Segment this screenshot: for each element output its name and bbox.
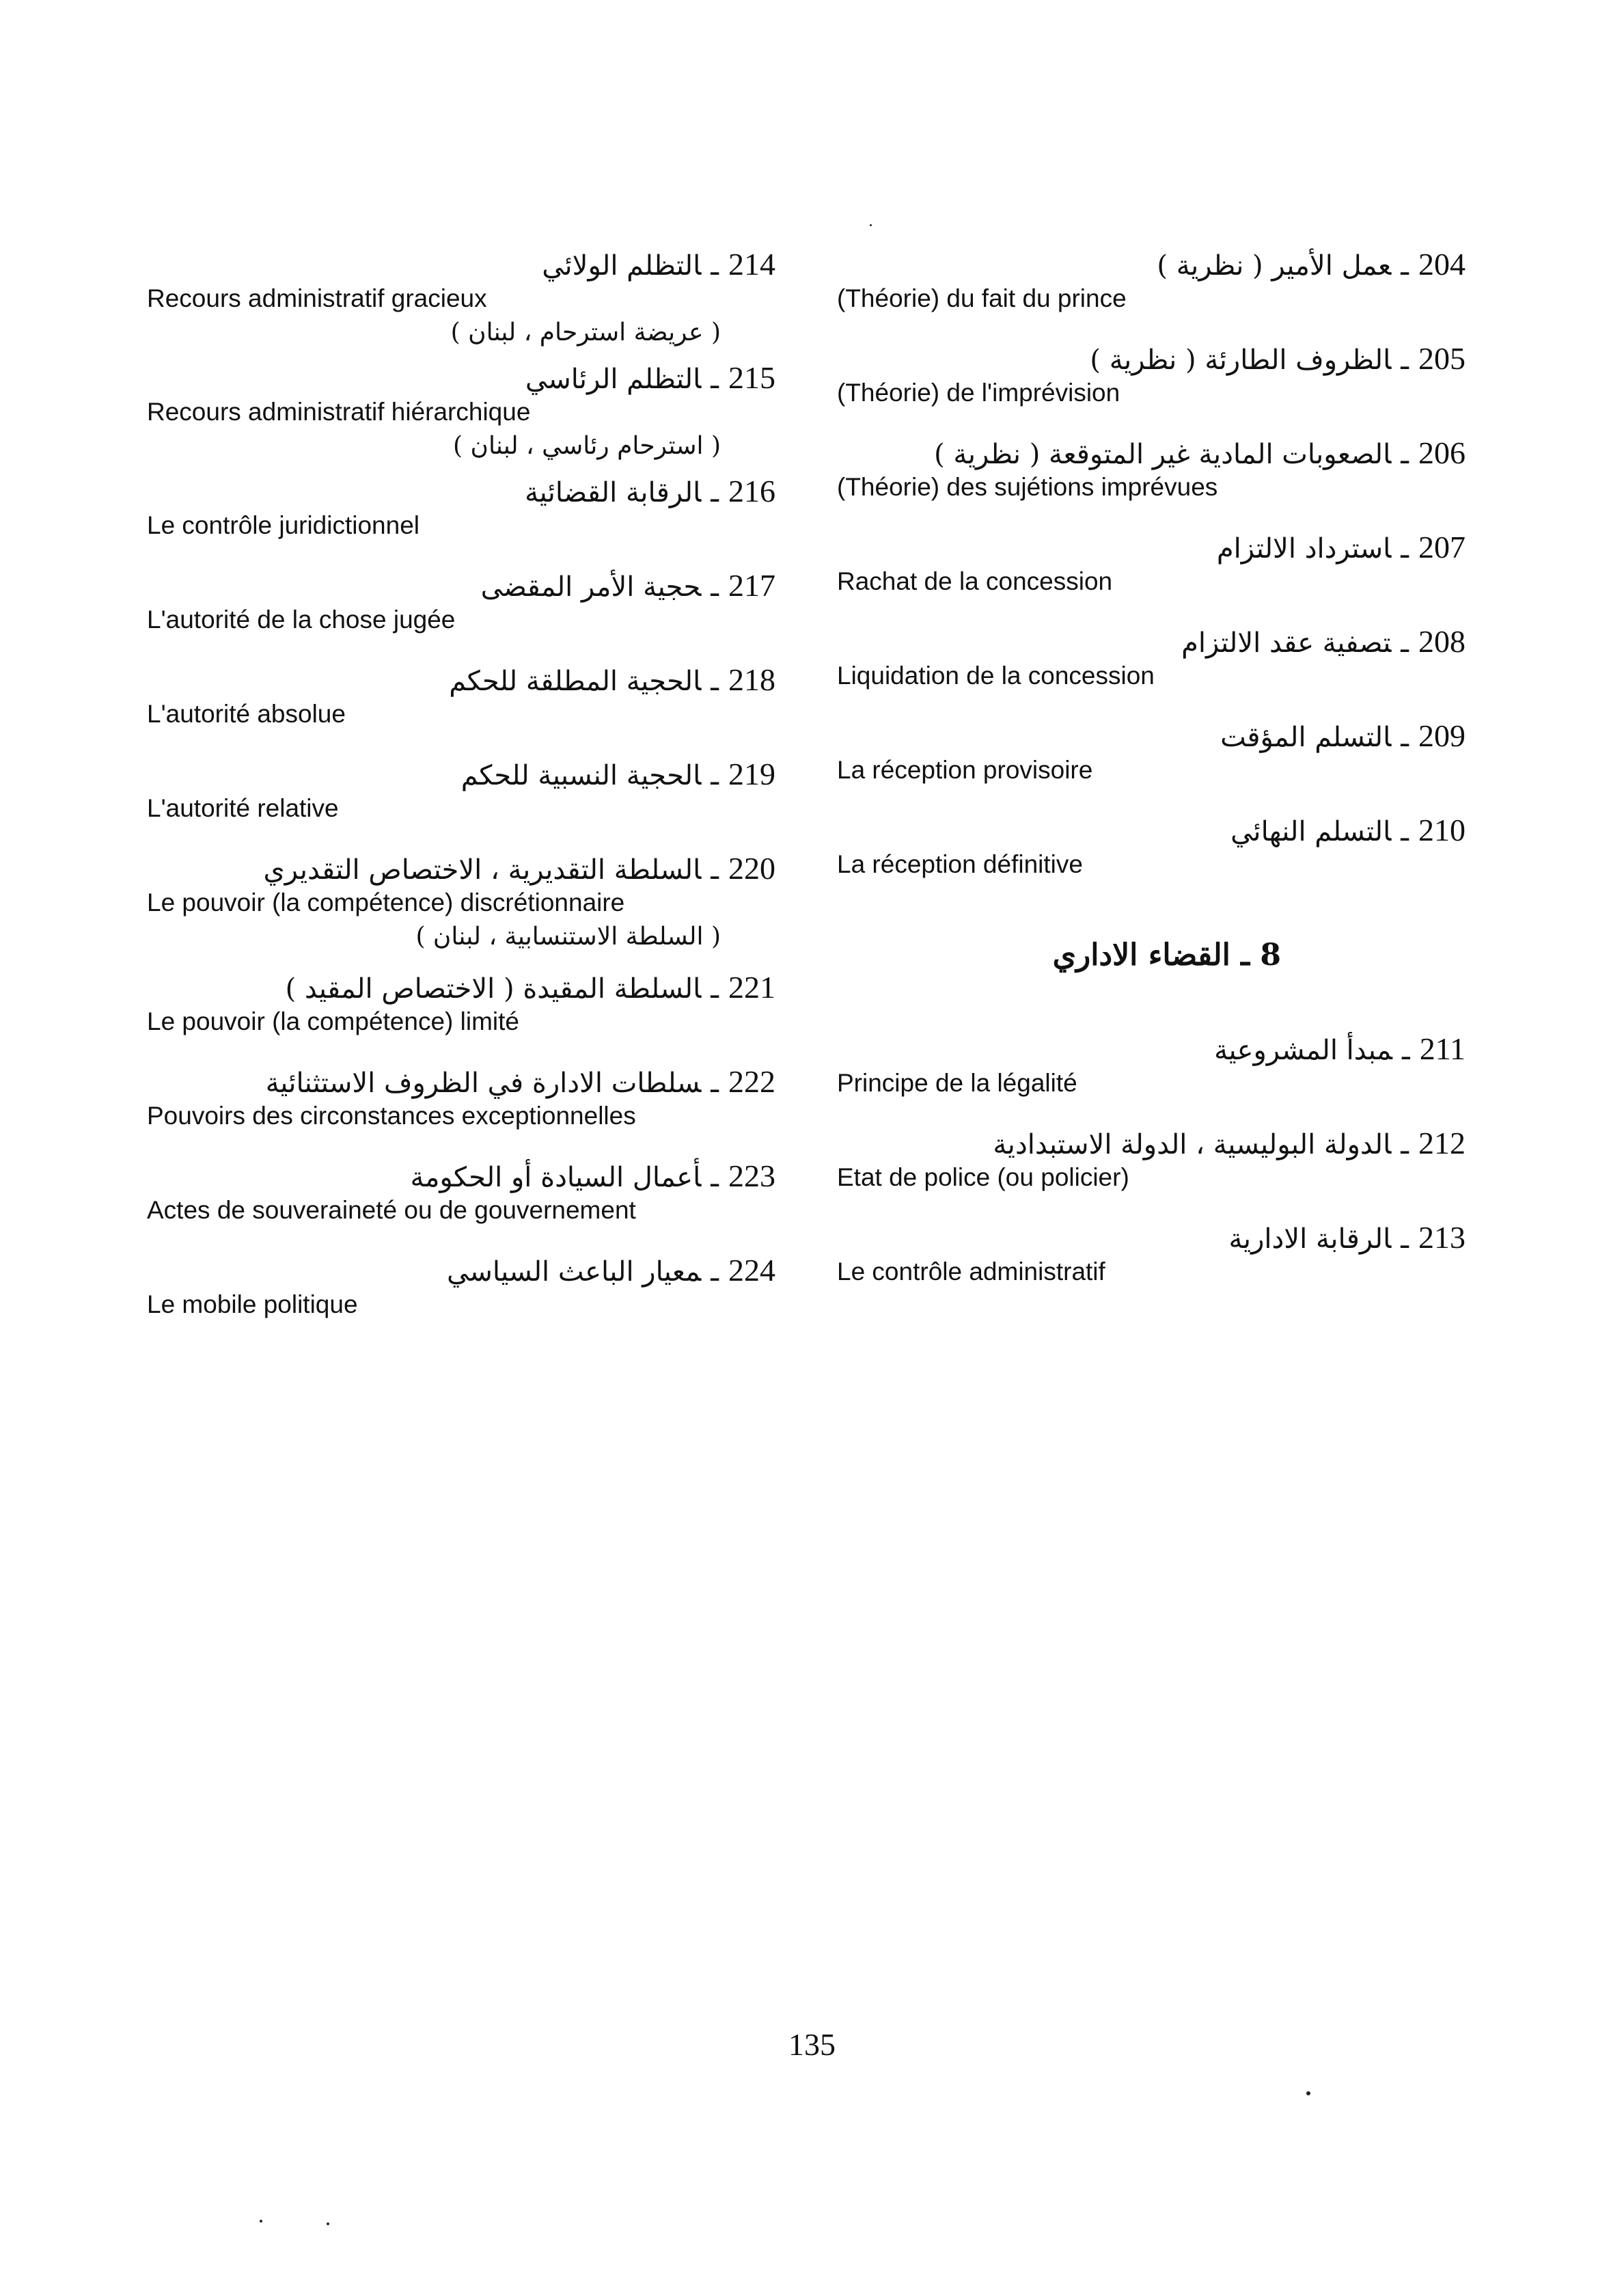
arabic-term: 217ـحجية الأمر المقضى — [480, 568, 775, 603]
entry-number: 219 — [728, 757, 775, 791]
entry-number: 208 — [1418, 624, 1465, 659]
arabic-text: التظلم الولائي — [542, 250, 702, 282]
entry-206 — [837, 435, 1465, 503]
arabic-term: 222ـسلطات الادارة في الظروف الاستثنائية — [265, 1064, 775, 1099]
arabic-text: الرقابة القضائية — [525, 477, 702, 508]
french-term: L'autorité relative — [147, 794, 339, 822]
french-term: (Théorie) du fait du prince — [837, 284, 1127, 312]
french-term: Etat de police (ou policier) — [837, 1163, 1129, 1191]
entry-number: 220 — [728, 851, 775, 886]
entry-218 — [147, 662, 775, 730]
entry-number: 224 — [728, 1253, 775, 1288]
entry-216 — [147, 473, 775, 541]
scan-speck — [327, 2222, 329, 2225]
entry-number: 205 — [1418, 341, 1465, 376]
french-term: L'autorité absolue — [147, 700, 346, 728]
french-term: Le mobile politique — [147, 1290, 358, 1318]
arabic-term: 210ـالتسلم النهائي — [1230, 813, 1465, 847]
arabic-note: ( استرحام رئاسي ، لبنان ) — [453, 432, 721, 460]
arabic-term: 211ـمبدأ المشروعية — [1214, 1031, 1465, 1066]
french-term: La réception définitive — [837, 850, 1083, 878]
arabic-text: تصفية عقد الالتزام — [1181, 627, 1392, 659]
entry-214 — [147, 246, 775, 351]
entry-number: 209 — [1418, 718, 1465, 753]
arabic-text: استرداد الالتزام — [1216, 533, 1392, 565]
arabic-term: 218ـالحجية المطلقة للحكم — [449, 662, 775, 697]
entry-number: 217 — [728, 568, 775, 603]
entry-number: 206 — [1418, 435, 1465, 470]
french-term: La réception provisoire — [837, 756, 1093, 784]
arabic-note: ( السلطة الاستنسابية ، لبنان ) — [415, 923, 721, 951]
arabic-term: 205ـالظروف الطارئة ( نظرية ) — [1090, 341, 1465, 376]
entry-210 — [837, 812, 1465, 880]
entry-number: 212 — [1418, 1126, 1465, 1160]
arabic-text: سلطات الادارة في الظروف الاستثنائية — [265, 1068, 702, 1099]
entry-219 — [147, 756, 775, 824]
arabic-term: 215ـالتظلم الرئاسي — [525, 360, 775, 395]
entry-211 — [837, 1031, 1465, 1099]
entry-207 — [837, 529, 1465, 597]
entry-212 — [837, 1125, 1465, 1193]
arabic-text: مبدأ المشروعية — [1214, 1035, 1392, 1066]
entry-number: 214 — [728, 247, 775, 282]
french-term: Recours administratif hiérarchique — [147, 398, 531, 426]
french-term: Principe de la légalité — [837, 1069, 1077, 1097]
arabic-text: السلطة التقديرية ، الاختصاص التقديري — [263, 854, 702, 886]
arabic-text: أعمال السيادة أو الحكومة — [410, 1162, 702, 1193]
right-column — [837, 246, 1465, 1288]
entry-204 — [837, 246, 1465, 314]
entry-number: 221 — [728, 970, 775, 1005]
arabic-term: 214ـالتظلم الولائي — [542, 247, 775, 282]
french-term: Rachat de la concession — [837, 567, 1113, 595]
arabic-text: حجية الأمر المقضى — [480, 571, 702, 603]
arabic-term: 213ـالرقابة الادارية — [1228, 1220, 1465, 1255]
entry-number: 210 — [1418, 813, 1465, 847]
french-term: (Théorie) de l'imprévision — [837, 379, 1120, 407]
entry-220 — [147, 850, 775, 955]
entry-number: 223 — [728, 1158, 775, 1193]
arabic-text: الحجية المطلقة للحكم — [449, 666, 702, 697]
french-term: Le contrôle administratif — [837, 1257, 1105, 1286]
entry-215 — [147, 359, 775, 465]
page-number: 135 — [788, 2027, 836, 2062]
entry-213 — [837, 1219, 1465, 1288]
arabic-text: معيار الباعث السياسي — [447, 1256, 702, 1288]
arabic-text: التسلم المؤقت — [1220, 722, 1392, 753]
arabic-text: الصعوبات المادية غير المتوقعة ( نظرية ) — [934, 439, 1392, 470]
french-term: Pouvoirs des circonstances exceptionnelles — [147, 1102, 636, 1130]
entry-number: 207 — [1418, 530, 1465, 565]
entry-209 — [837, 718, 1465, 786]
arabic-text: الظروف الطارئة ( نظرية ) — [1090, 344, 1392, 376]
entry-number: 204 — [1418, 247, 1465, 282]
arabic-term: 223ـأعمال السيادة أو الحكومة — [410, 1158, 775, 1193]
entry-223 — [147, 1158, 775, 1226]
arabic-text: الحجية النسبية للحكم — [460, 760, 702, 791]
arabic-term: 207ـاسترداد الالتزام — [1216, 530, 1465, 565]
arabic-term: 206ـالصعوبات المادية غير المتوقعة ( نظرية ) — [934, 435, 1465, 470]
arabic-text: السلطة المقيدة ( الاختصاص المقيد ) — [285, 973, 702, 1005]
entry-222 — [147, 1063, 775, 1132]
scan-speck — [260, 2220, 262, 2222]
arabic-term: 212ـالدولة البوليسية ، الدولة الاستبدادية — [993, 1126, 1465, 1160]
entry-208 — [837, 623, 1465, 692]
french-term: Recours administratif gracieux — [147, 284, 487, 312]
entry-number: 211 — [1419, 1031, 1465, 1066]
entry-217 — [147, 567, 775, 636]
arabic-term: 216ـالرقابة القضائية — [525, 474, 775, 508]
arabic-text: التسلم النهائي — [1230, 816, 1392, 847]
arabic-term: 224ـمعيار الباعث السياسي — [447, 1253, 775, 1288]
arabic-term: 219ـالحجية النسبية للحكم — [460, 757, 775, 791]
arabic-note: ( عريضة استرحام ، لبنان ) — [450, 318, 721, 346]
arabic-text: عمل الأمير ( نظرية ) — [1157, 250, 1392, 282]
arabic-term: 220ـالسلطة التقديرية ، الاختصاص التقديري — [263, 851, 775, 886]
scan-speck — [870, 224, 872, 226]
entry-224 — [147, 1252, 775, 1320]
entry-number: 218 — [728, 662, 775, 697]
entry-number: 213 — [1418, 1220, 1465, 1255]
arabic-term: 209ـالتسلم المؤقت — [1220, 718, 1465, 753]
scan-speck — [1306, 2091, 1310, 2095]
left-column — [147, 246, 775, 1320]
arabic-term: 221ـالسلطة المقيدة ( الاختصاص المقيد ) — [285, 970, 775, 1005]
entry-number: 216 — [728, 474, 775, 508]
entry-number: 222 — [728, 1064, 775, 1099]
entry-221 — [147, 969, 775, 1037]
entry-205 — [837, 340, 1465, 409]
french-term: (Théorie) des sujétions imprévues — [837, 473, 1218, 501]
arabic-text: التظلم الرئاسي — [525, 364, 702, 395]
french-term: Le pouvoir (la compétence) discrétionnaire — [147, 888, 625, 916]
french-term: L'autorité de la chose jugée — [147, 606, 456, 634]
entry-number: 215 — [728, 360, 775, 395]
arabic-term: 208ـتصفية عقد الالتزام — [1181, 624, 1465, 659]
arabic-term: 204ـعمل الأمير ( نظرية ) — [1157, 247, 1465, 282]
french-term: Le contrôle juridictionnel — [147, 511, 420, 539]
arabic-text: الدولة البوليسية ، الدولة الاستبدادية — [993, 1129, 1392, 1160]
french-term: Le pouvoir (la compétence) limité — [147, 1007, 519, 1035]
french-term: Liquidation de la concession — [837, 662, 1155, 690]
arabic-text: الرقابة الادارية — [1228, 1223, 1392, 1255]
section-heading: 8 ـ القضاء الاداري — [1052, 938, 1281, 973]
french-term: Actes de souveraineté ou de gouvernement — [147, 1196, 636, 1224]
